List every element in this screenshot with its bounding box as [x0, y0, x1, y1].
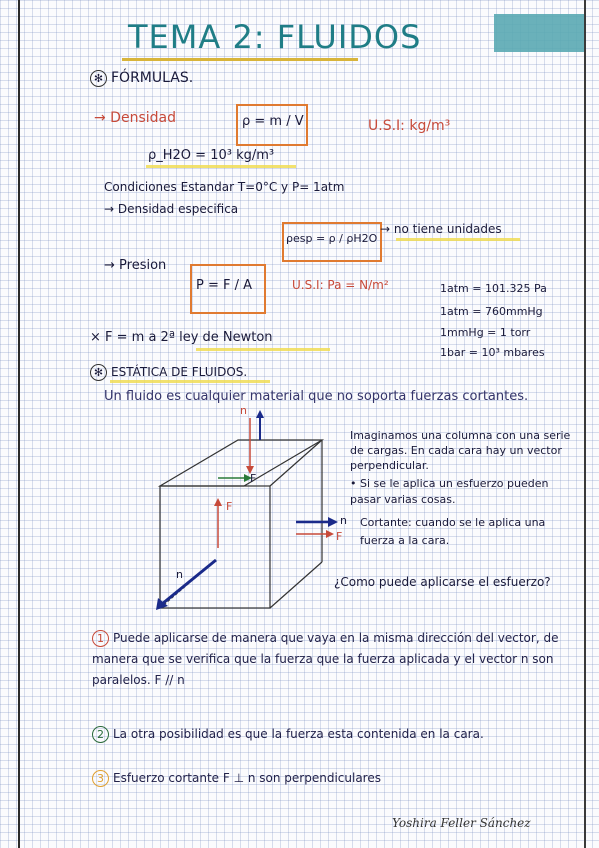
bullet-icon: ✻: [90, 70, 107, 87]
diagram-label-f-vertical: F: [226, 500, 233, 513]
diagram-label-n-right: n: [340, 514, 347, 527]
diagonal-normal-arrow: [162, 560, 216, 604]
densidad-formula: ρ = m / V: [242, 114, 304, 129]
way-2-number: 2: [92, 726, 109, 743]
author-signature: Yoshira Feller Sánchez: [392, 816, 531, 830]
diagram-label-f-inner: F: [250, 472, 257, 485]
newton-law: × F = m a 2ª ley de Newton: [90, 330, 273, 345]
way-1-number: 1: [92, 630, 109, 647]
inner-vertical-arrowhead: [214, 498, 222, 506]
densidad-especifica-label: → Densidad especifica: [104, 202, 239, 216]
note-question: ¿Como puede aplicarse el esfuerzo?: [334, 575, 551, 589]
formulas-heading-text: FÓRMULAS.: [111, 70, 194, 86]
top-normal-arrowhead: [256, 410, 264, 418]
presion-formula: P = F / A: [196, 278, 253, 293]
page-title: TEMA 2: FLUIDOS: [128, 18, 422, 56]
right-force-arrowhead: [326, 530, 334, 538]
diagram-label-n-top-red: n: [240, 404, 247, 417]
estatica-heading-text: ESTÁTICA DE FLUIDOS.: [111, 365, 248, 379]
equivalence-3: 1mmHg = 1 torr: [440, 326, 531, 339]
presion-label: → Presion: [104, 258, 167, 273]
water-density: ρ_H2O = 10³ kg/m³: [148, 148, 275, 163]
standard-conditions: Condiciones Estandar T=0°C y P= 1atm: [104, 180, 345, 194]
right-normal-arrowhead: [328, 517, 338, 527]
cube-edges: [160, 440, 322, 608]
fluid-definition: Un fluido es cualquier material que no soporta fuerzas cortantes.: [104, 389, 529, 404]
densidad-especifica-formula: ρesp = ρ / ρH2O: [286, 232, 378, 245]
way-3-number: 3: [92, 770, 109, 787]
note-cortante: Cortante: cuando se le aplica una fuerza a la cara.: [360, 516, 546, 547]
equivalence-1: 1atm = 101.325 Pa: [440, 282, 547, 295]
way-2: [92, 724, 562, 744]
way-3: [92, 768, 562, 788]
densidad-especifica-note: → no tiene unidades: [380, 222, 502, 236]
equivalence-4: 1bar = 10³ mbares: [440, 346, 545, 359]
bullet-icon: ✻: [90, 364, 107, 381]
way-2-text: La otra posibilidad es que la fuerza esta contenida en la cara.: [113, 727, 484, 741]
densidad-label: → Densidad: [94, 110, 176, 126]
diagram-label-f-right: F: [336, 530, 343, 543]
way-1-text: Puede aplicarse de manera que vaya en la misma dirección del vector, de manera que se verifica que la fuerza que la fuerza aplicada y el vector n son paralelos. F // n: [92, 631, 559, 687]
diagram-label-n-diagonal: n: [176, 568, 183, 581]
presion-unit: U.S.I: Pa = N/m²: [292, 278, 389, 292]
way-1: [92, 628, 562, 691]
equivalence-2: 1atm = 760mmHg: [440, 305, 543, 318]
way-3-text: Esfuerzo cortante F ⊥ n son perpendiculares: [113, 771, 381, 785]
densidad-unit: U.S.I: kg/m³: [368, 118, 451, 134]
note-imagine: Imaginamos una columna con una serie de cargas. En cada cara hay un vector perpendicular.: [350, 429, 571, 472]
note-apply: • Si se le aplica un esfuerzo pueden pasar varias cosas.: [350, 477, 549, 506]
